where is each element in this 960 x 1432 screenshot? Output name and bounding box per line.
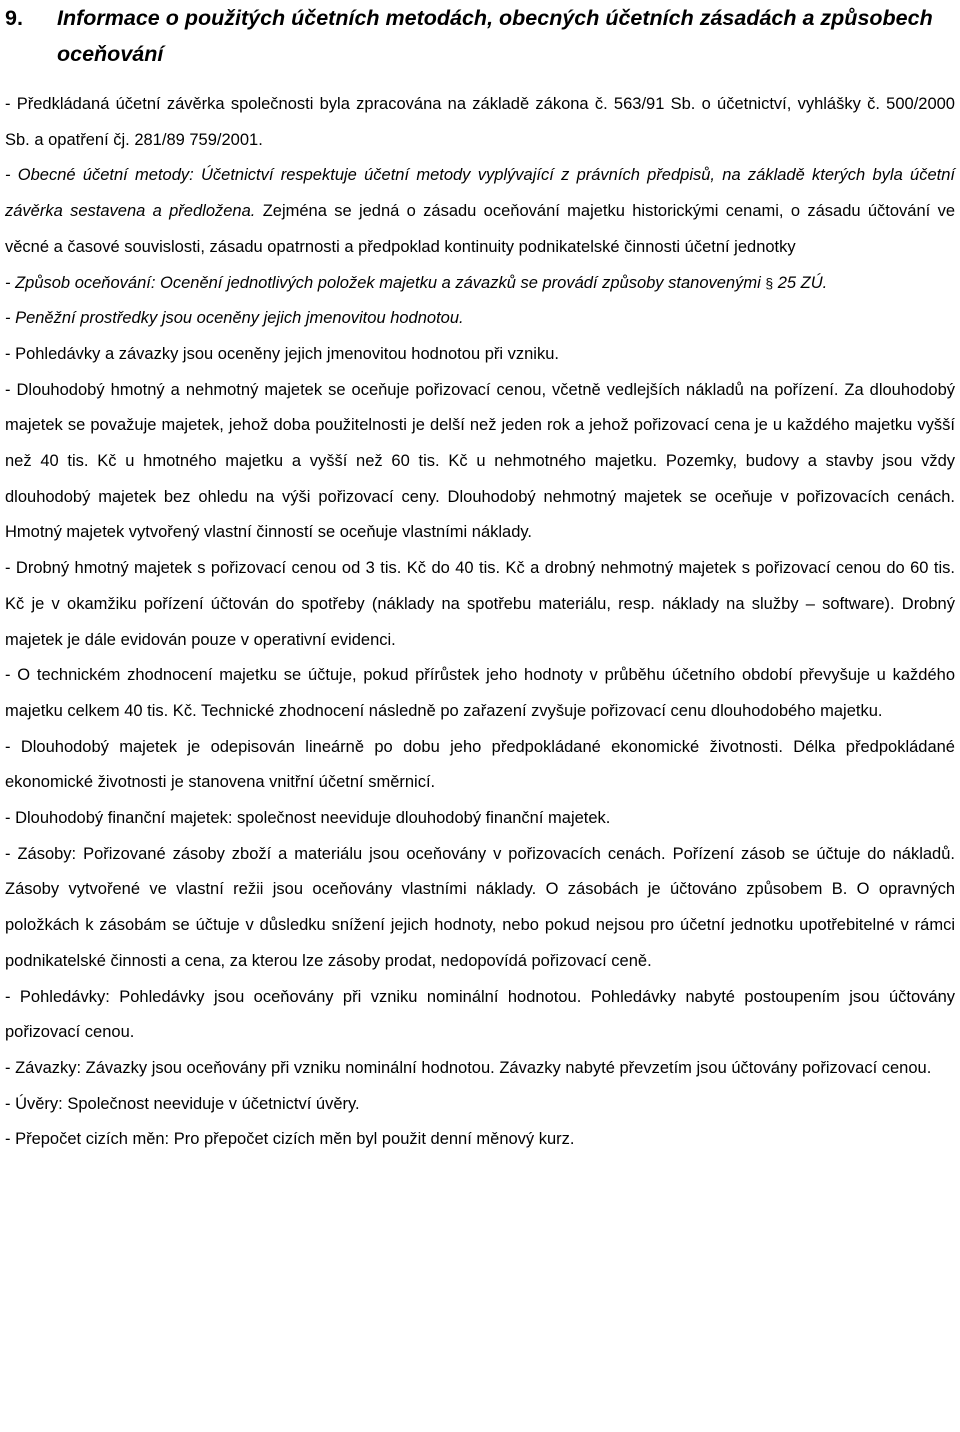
paragraph-p14 — [5, 1087, 955, 1123]
paragraph-p10 — [5, 801, 955, 837]
section-heading — [5, 0, 955, 72]
paragraph-p6 — [5, 373, 955, 552]
paragraph-text-segment: 25 ZÚ. — [773, 273, 828, 292]
document-body — [5, 87, 955, 1158]
paragraph-text-segment: § — [765, 274, 774, 291]
paragraph-p11 — [5, 837, 955, 980]
paragraph-text-segment: - Zásoby: Pořizované zásoby zboží a materiálu jsou oceňovány v pořizovacích cenách. Pořízení zásob se účtuje do nákladů. Zásoby vytvořené ve vlastní režii jsou oceňovány vlastními náklady. O zásobách je účtováno způsobem B. O opravných položkách k zásobám se účtuje v důsledku snížení jejich hodnoty, nebo pokud nejsou pro účetní jednotku upotřebitelné v rámci podnikatelské činnosti a cena, za kterou lze zásoby prodat, nedopovídá pořizovací ceně. — [5, 844, 955, 970]
paragraph-text-segment: - Dlouhodobý finanční majetek: společnost neeviduje dlouhodobý finanční majetek. — [5, 809, 611, 828]
paragraph-p1 — [5, 87, 955, 158]
paragraph-text-segment: Zejména se jedná o zásadu oceňování majetku historickými cenami, o zásadu účtování ve věcné a časové souvislosti, zásadu opatrnosti a předpoklad kontinuity podnikatelské činnosti účetní jednotky — [5, 202, 955, 256]
paragraph-p7 — [5, 551, 955, 658]
paragraph-text-segment: - Předkládaná účetní závěrka společnosti byla zpracována na základě zákona č. 563/91 Sb. o účetnictví, vyhlášky č. 500/2000 Sb. a opatření čj. 281/89 759/2001. — [5, 95, 955, 149]
paragraph-p12 — [5, 980, 955, 1051]
paragraph-text-segment: - Peněžní prostředky jsou oceněny jejich jmenovitou hodnotou. — [5, 309, 464, 328]
paragraph-p5 — [5, 337, 955, 373]
paragraph-text-segment: - Dlouhodobý majetek je odepisován lineárně po dobu jeho předpokládané ekonomické životnosti. Délka předpokládané ekonomické životnosti je stanovena vnitřní účetní směrnicí. — [5, 737, 955, 792]
section-number: 9. — [5, 6, 23, 30]
paragraph-text-segment: - Přepočet cizích měn: Pro přepočet cizích měn byl použit denní měnový kurz. — [5, 1130, 575, 1149]
section-title: Informace o použitých účetních metodách, obecných účetních zásadách a způsobech oceňování — [57, 6, 933, 66]
paragraph-text-segment: - Drobný hmotný majetek s pořizovací cenou od 3 tis. Kč do 40 tis. Kč a drobný nehmotný majetek s pořizovací cenou do 60 tis. Kč je v okamžiku pořízení účtován do spotřeby (náklady na spotřebu materiálu, resp. náklady na služby – software). Drobný majetek je dále evidován pouze v operativní evidenci. — [5, 559, 955, 649]
paragraph-text-segment: - O technickém zhodnocení majetku se účtuje, pokud přírůstek jeho hodnoty v průběhu účetního období převyšuje u každého majetku celkem 40 tis. Kč. Technické zhodnocení následně po zařazení zvyšuje pořizovací cenu dlouhodobého majetku. — [5, 666, 955, 720]
paragraph-p9 — [5, 730, 955, 801]
paragraph-p4 — [5, 301, 955, 337]
paragraph-p8 — [5, 658, 955, 729]
paragraph-p13 — [5, 1051, 955, 1087]
paragraph-text-segment: - Obecné účetní metody: Účetnictví respektuje účetní metody vyplývající z právních předpisů, na základě kterých byla účetní závěrka sestavena a předložena. — [5, 166, 955, 221]
paragraph-text-segment: - Úvěry: Společnost neeviduje v účetnictví úvěry. — [5, 1094, 360, 1113]
paragraph-text-segment: - Pohledávky: Pohledávky jsou oceňovány při vzniku nominální hodnotou. Pohledávky nabyté postoupením jsou účtovány pořizovací cenou. — [5, 987, 955, 1042]
paragraph-text-segment: - Dlouhodobý hmotný a nehmotný majetek se oceňuje pořizovací cenou, včetně vedlejších nákladů na pořízení. Za dlouhodobý majetek se považuje majetek, jehož doba použitelnosti je delší než jeden rok a jehož pořizovací cena je u každého majetku vyšší než 40 tis. Kč u hmotného majetku a vyšší než 60 tis. Kč u nehmotného majetku. Pozemky, budovy a stavby jsou vždy dlouhodobý majetek bez ohledu na výši pořizovací ceny. Dlouhodobý nehmotný majetek se oceňuje v pořizovacích cenách. Hmotný majetek vytvořený vlastní činností se oceňuje vlastními náklady. — [5, 380, 955, 542]
paragraph-p3 — [5, 266, 955, 302]
paragraph-p15 — [5, 1122, 955, 1158]
paragraph-text-segment: - Pohledávky a závazky jsou oceněny jejich jmenovitou hodnotou při vzniku. — [5, 344, 559, 363]
paragraph-p2 — [5, 158, 955, 265]
paragraph-text-segment: - Závazky: Závazky jsou oceňovány při vzniku nominální hodnotou. Závazky nabyté převzetím jsou účtovány pořizovací cenou. — [5, 1058, 932, 1077]
paragraph-text-segment: - Způsob oceňování: Ocenění jednotlivých položek majetku a závazků se provádí způsoby stanovenými — [5, 273, 766, 292]
